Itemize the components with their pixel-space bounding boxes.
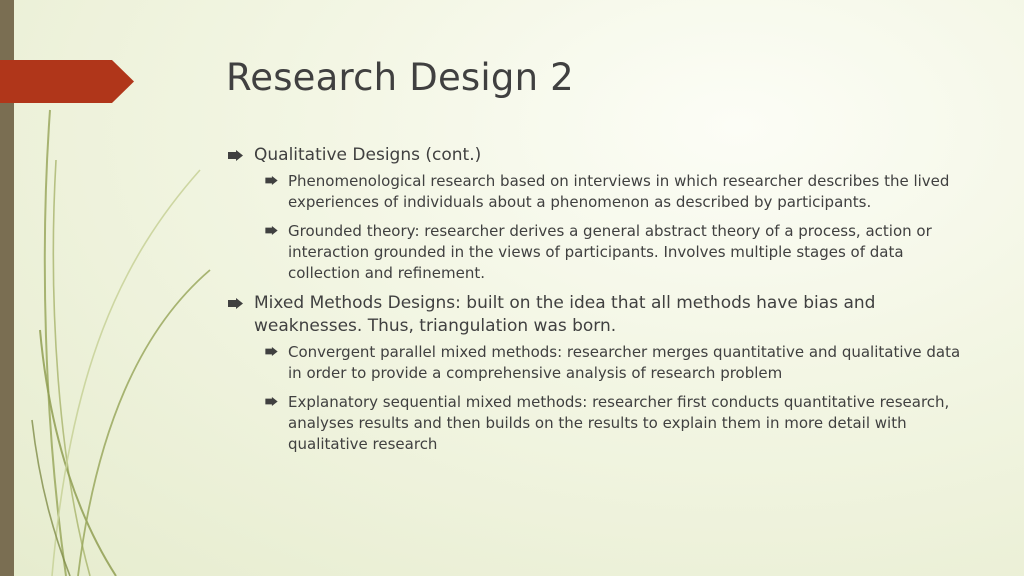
arrow-bullet-icon [265,397,278,406]
bullet-text: Grounded theory: researcher derives a general abstract theory of a process, action or interaction grounded in the views of participants. Involves multiple stages of data collection and refinement. [288,222,932,282]
bullet-text: Mixed Methods Designs: built on the idea that all methods have bias and weaknesses. Thus, triangulation was born. [254,293,876,336]
bullet-item [228,144,968,167]
slide-content [228,144,968,463]
arrow-bullet-icon [228,150,243,161]
arrow-bullet-icon [265,226,278,235]
sub-bullet-item [228,392,968,455]
slide-title: Research Design 2 [226,56,574,99]
arrow-bullet-icon [265,347,278,356]
arrow-bullet-icon [228,298,243,309]
bullet-item [228,292,968,338]
sub-bullet-item [228,171,968,213]
bullet-text: Qualitative Designs (cont.) [254,145,482,165]
sub-bullet-item [228,342,968,384]
bullet-text: Convergent parallel mixed methods: researcher merges quantitative and qualitative data in order to provide a comprehensive analysis of research problem [288,343,961,382]
bullet-text: Explanatory sequential mixed methods: researcher first conducts quantitative research, analyses results and then builds on the results to explain them in more detail with qualitative research [288,393,950,453]
bullet-text: Phenomenological research based on interviews in which researcher describes the lived experiences of individuals about a phenomenon as described by participants. [288,172,950,211]
sub-bullet-item [228,221,968,284]
arrow-bullet-icon [265,176,278,185]
title-accent-tab [0,60,134,103]
